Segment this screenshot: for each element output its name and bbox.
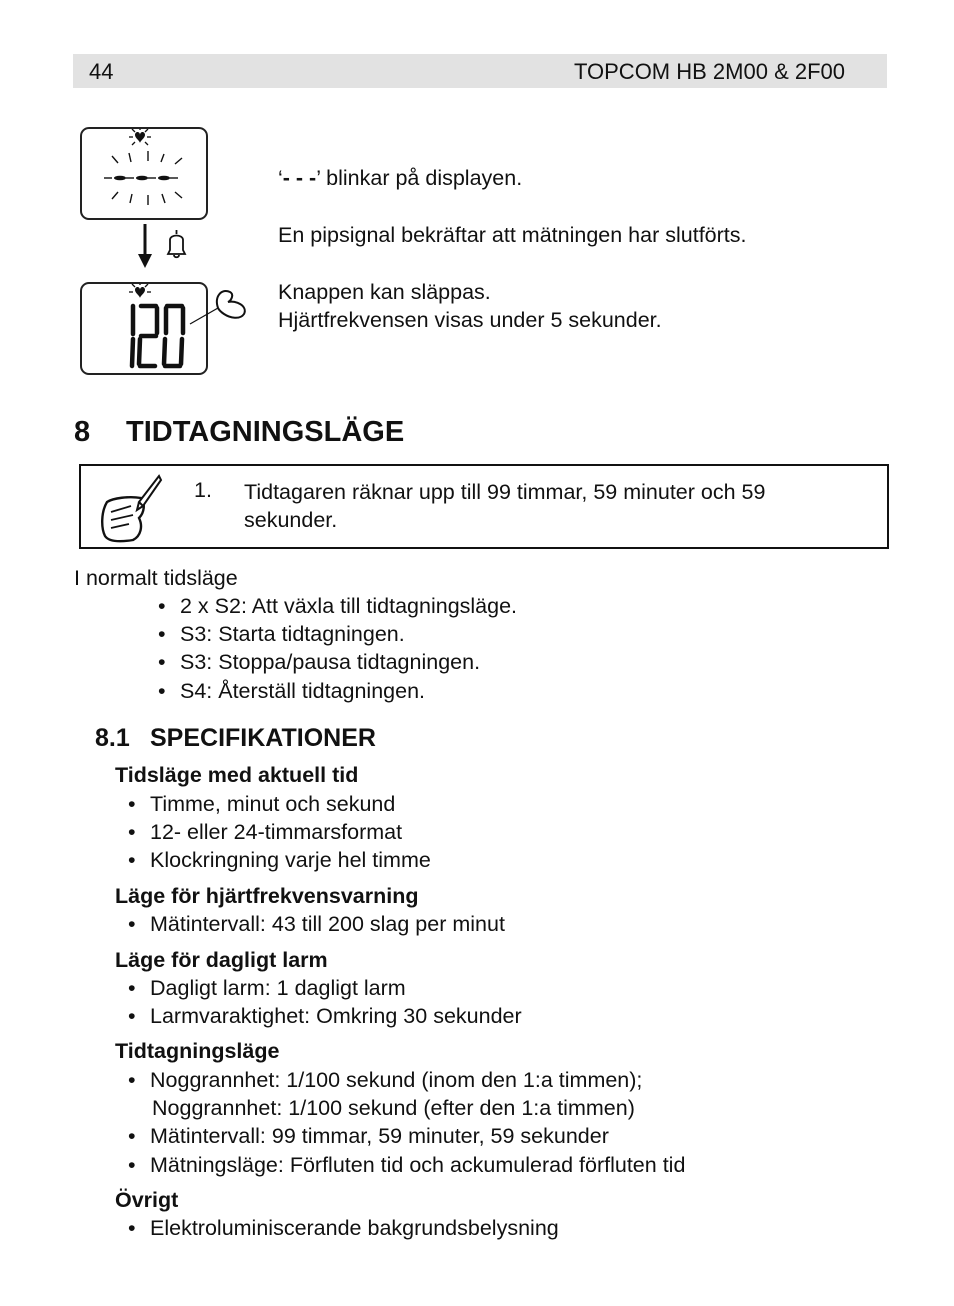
page-number: 44 xyxy=(89,59,114,84)
note-pen-icon xyxy=(99,472,163,544)
list-item: • Mätintervall: 99 timmar, 59 minuter, 59 sekunder xyxy=(128,1122,685,1150)
list-item: • S3: Starta tidtagningen. xyxy=(158,620,517,648)
bell-icon xyxy=(168,230,185,257)
normal-mode-list xyxy=(158,592,517,705)
list-item: • 12- eller 24-timmarsformat xyxy=(128,818,431,846)
hand-icon xyxy=(188,286,252,328)
step-display: Hjärtfrekvensen visas under 5 sekunder. xyxy=(278,308,662,332)
spec-heading: Läge för hjärtfrekvensvarning xyxy=(115,884,419,908)
subsection-title xyxy=(95,724,376,753)
step-dashes: - - - xyxy=(282,166,317,190)
document-title: TOPCOM HB 2M00 & 2F00 xyxy=(573,59,845,84)
list-item: • 2 x S2: Att växla till tidtagningsläge. xyxy=(158,592,517,620)
step-blinking xyxy=(278,164,522,192)
list-item: • Klockringning varje hel timme xyxy=(128,846,431,874)
note-box xyxy=(79,464,889,549)
section-heading: TIDTAGNINGSLÄGE xyxy=(126,416,405,448)
step-blinking-text: ’ blinkar på displayen. xyxy=(316,166,523,190)
list-item: • Elektroluminiscerande bakgrundsbelysning xyxy=(128,1214,559,1242)
lcd-digits xyxy=(132,306,183,366)
step-quote-open: ‘ xyxy=(278,166,283,190)
list-item: • Timme, minut och sekund xyxy=(128,790,431,818)
list-item: • S4: Återställ tidtagningen. xyxy=(158,677,517,705)
heart-icon xyxy=(129,129,151,145)
list-item: • S3: Stoppa/pausa tidtagningen. xyxy=(158,648,517,676)
note-number: 1. xyxy=(194,478,212,502)
blinking-dashes-graphic xyxy=(82,129,206,218)
list-item: • Larmvaraktighet: Omkring 30 sekunder xyxy=(128,1002,522,1030)
spec-heading: Tidsläge med aktuell tid xyxy=(115,763,359,787)
spec-list xyxy=(128,910,505,938)
list-item: • Noggrannhet: 1/100 sekund (inom den 1:a timmen); xyxy=(128,1066,685,1094)
step-beep: En pipsignal bekräftar att mätningen har slutförts. xyxy=(278,223,747,247)
section-number: 8 xyxy=(74,416,91,448)
spec-heading: Tidtagningsläge xyxy=(115,1039,280,1063)
spec-list xyxy=(128,1066,685,1179)
note-text: Tidtagaren räknar upp till 99 timmar, 59 minuter och 59 sekunder. xyxy=(244,480,766,532)
spec-list xyxy=(128,1214,559,1242)
normal-mode-intro: I normalt tidsläge xyxy=(74,566,238,590)
section-title xyxy=(74,416,404,449)
subsection-number: 8.1 xyxy=(95,724,130,752)
down-arrow-icon xyxy=(138,224,152,268)
spec-heading: Övrigt xyxy=(115,1188,179,1212)
spec-list xyxy=(128,790,431,875)
subsection-heading: SPECIFIKATIONER xyxy=(150,724,376,752)
transition-graphic xyxy=(135,224,195,270)
spec-list xyxy=(128,974,522,1030)
step-release: Knappen kan släppas. xyxy=(278,280,491,304)
list-item-continuation: Noggrannhet: 1/100 sekund (efter den 1:a timmen) xyxy=(152,1096,635,1121)
heart-icon xyxy=(129,284,151,298)
page-header xyxy=(73,54,887,88)
lcd-display-blinking xyxy=(80,127,208,220)
list-item: • Mätningsläge: Förfluten tid och ackumulerad förfluten tid xyxy=(128,1151,685,1179)
list-item: • Dagligt larm: 1 dagligt larm xyxy=(128,974,522,1002)
list-item: • Mätintervall: 43 till 200 slag per minut xyxy=(128,910,505,938)
spec-heading: Läge för dagligt larm xyxy=(115,948,328,972)
